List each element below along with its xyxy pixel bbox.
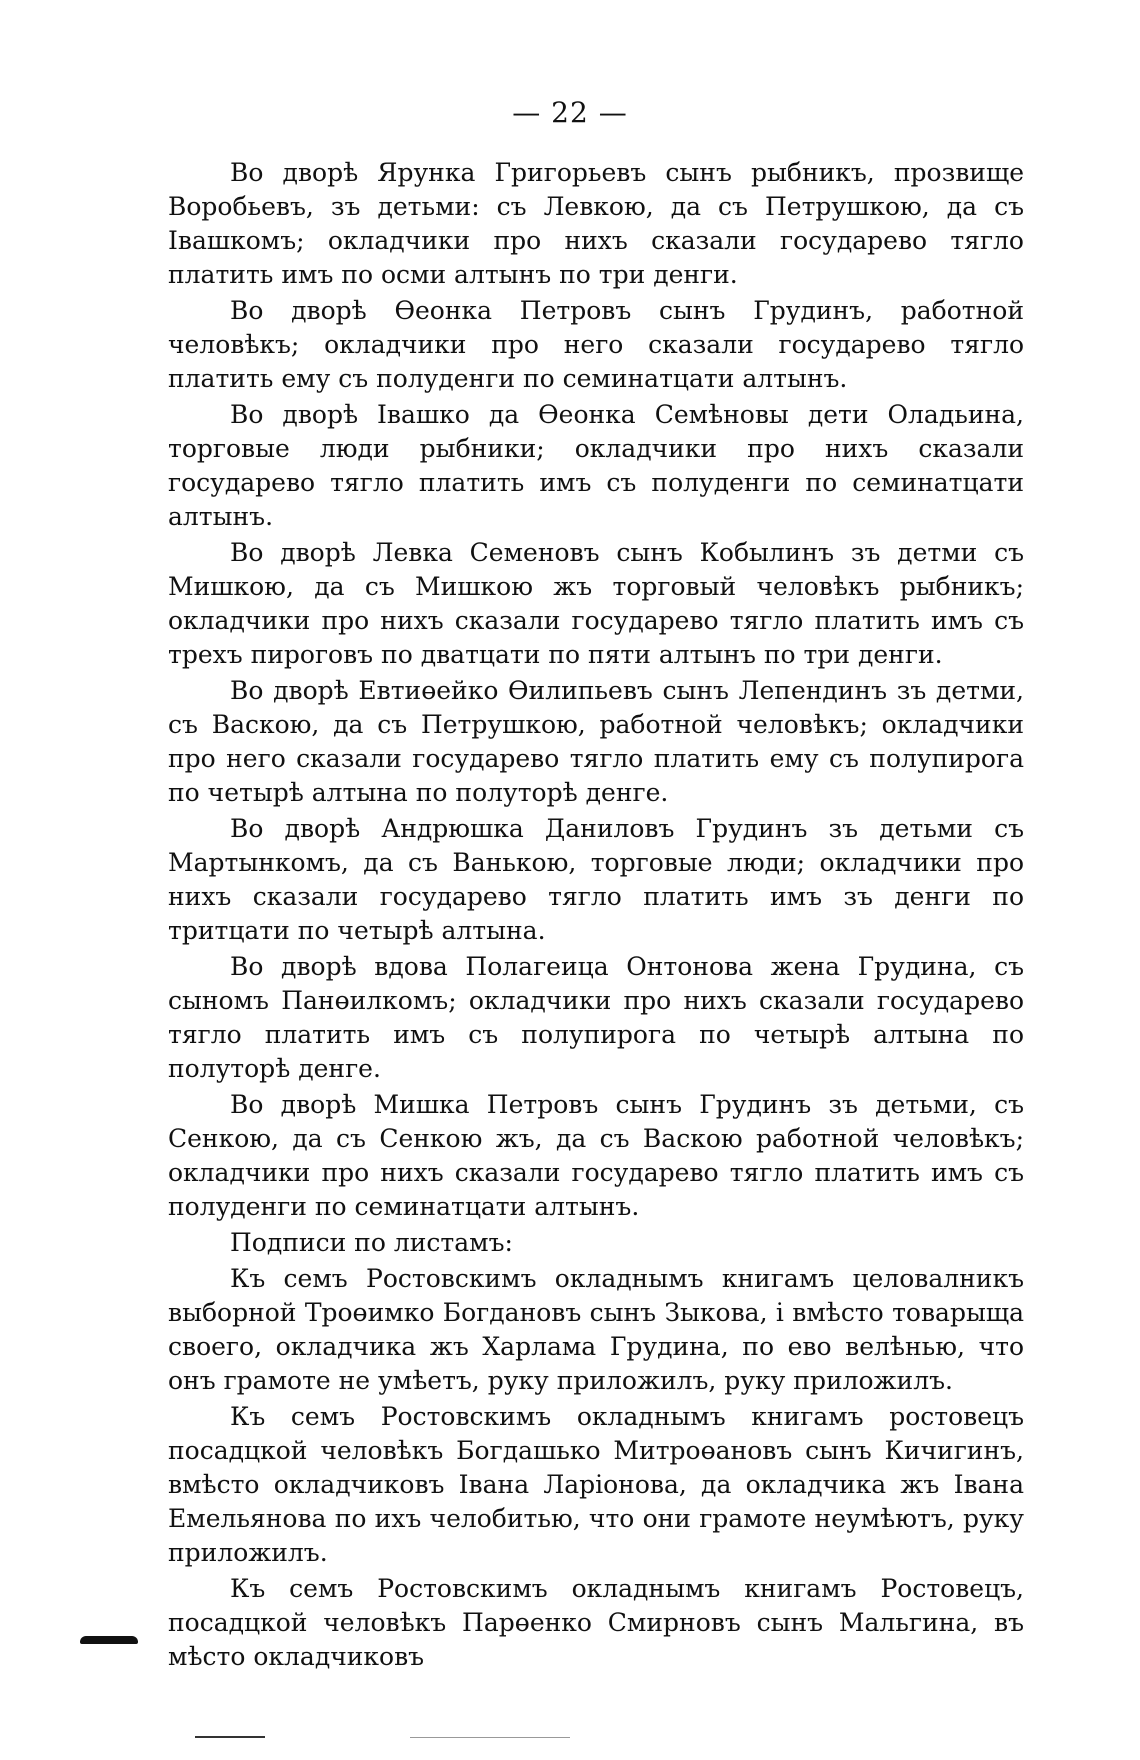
paragraph: Къ семъ Ростовскимъ окладнымъ книгамъ целовалникъ выборной Троөимко Богдановъ сынъ Зыкова, і вмѣсто товарыща своего, окладчика жъ Харлама Грудина, по ево велѣнью, что онъ грамоте не умѣетъ, руку приложилъ, руку приложилъ. xyxy=(168,1264,1024,1395)
paragraph: Къ семъ Ростовскимъ окладнымъ книгамъ ростовецъ посадцкой человѣкъ Богдашько Митроөановъ сынъ Кичигинъ, вмѣсто окладчиковъ Івана Ларіонова, да окладчика жъ Івана Емельянова по ихъ челобитью, что они грамоте неумѣютъ, руку приложилъ. xyxy=(168,1402,1024,1567)
page-number: — 22 — xyxy=(512,96,628,129)
paragraph-heading: Подписи по листамъ: xyxy=(230,1228,513,1257)
paragraph: Во дворѣ Мишка Петровъ сынъ Грудинъ зъ детьми, съ Сенкою, да съ Сенкою жъ, да съ Васкою работной человѣкъ; окладчики про нихъ сказали государево тягло платить имъ съ полуденги по семинатцати алтынъ. xyxy=(168,1090,1024,1221)
paragraph: Во дворѣ Евтиөейко Өилипьевъ сынъ Лепендинъ зъ детми, съ Васкою, да съ Петрушкою, работной человѣкъ; окладчики про него сказали государево тягло платить ему съ полупирога по четырѣ алтына по полуторѣ денге. xyxy=(168,676,1024,807)
paragraph: Во дворѣ вдова Полагеица Онтонова жена Грудина, съ сыномъ Панөилкомъ; окладчики про нихъ сказали государево тягло платить имъ съ полупирога по четырѣ алтына по полуторѣ денге. xyxy=(168,952,1024,1083)
bottom-rule-faint xyxy=(410,1737,570,1738)
paragraph: Во дворѣ Өеонка Петровъ сынъ Грудинъ, работной человѣкъ; окладчики про него сказали государево тягло платить ему съ полуденги по семинатцати алтынъ. xyxy=(168,296,1024,393)
paragraph: Во дворѣ Андрюшка Даниловъ Грудинъ зъ детьми съ Мартынкомъ, да съ Ванькою, торговые люди; окладчики про нихъ сказали государево тягло платить имъ зъ денги по тритцати по четырѣ алтына. xyxy=(168,814,1024,945)
paragraph: Во дворѣ Івашко да Өеонка Семѣновы дети Оладьина, торговые люди рыбники; окладчики про нихъ сказали государево тягло платить имъ съ полуденги по семинатцати алтынъ. xyxy=(168,400,1024,531)
bottom-rule xyxy=(195,1736,265,1738)
paragraph: Къ семъ Ростовскимъ окладнымъ книгамъ Ростовецъ, посадцкой человѣкъ Парөенко Смирновъ сынъ Мальгина, въ мѣсто окладчиковъ xyxy=(168,1574,1024,1671)
main-text xyxy=(168,156,1024,1676)
paragraph: Во дворѣ Левка Семеновъ сынъ Кобылинъ зъ детми съ Мишкою, да съ Мишкою жъ торговый человѣкъ рыбникъ; окладчики про нихъ сказали государево тягло платить имъ съ трехъ пироговъ по дватцати по пяти алтынъ по три денги. xyxy=(168,538,1024,669)
margin-mark xyxy=(80,1636,138,1644)
paragraph: Во дворѣ Ярунка Григорьевъ сынъ рыбникъ, прозвище Воробьевъ, зъ детьми: съ Левкою, да съ Петрушкою, да съ Івашкомъ; окладчики про нихъ сказали государево тягло платить имъ по осми алтынъ по три денги. xyxy=(168,158,1024,289)
